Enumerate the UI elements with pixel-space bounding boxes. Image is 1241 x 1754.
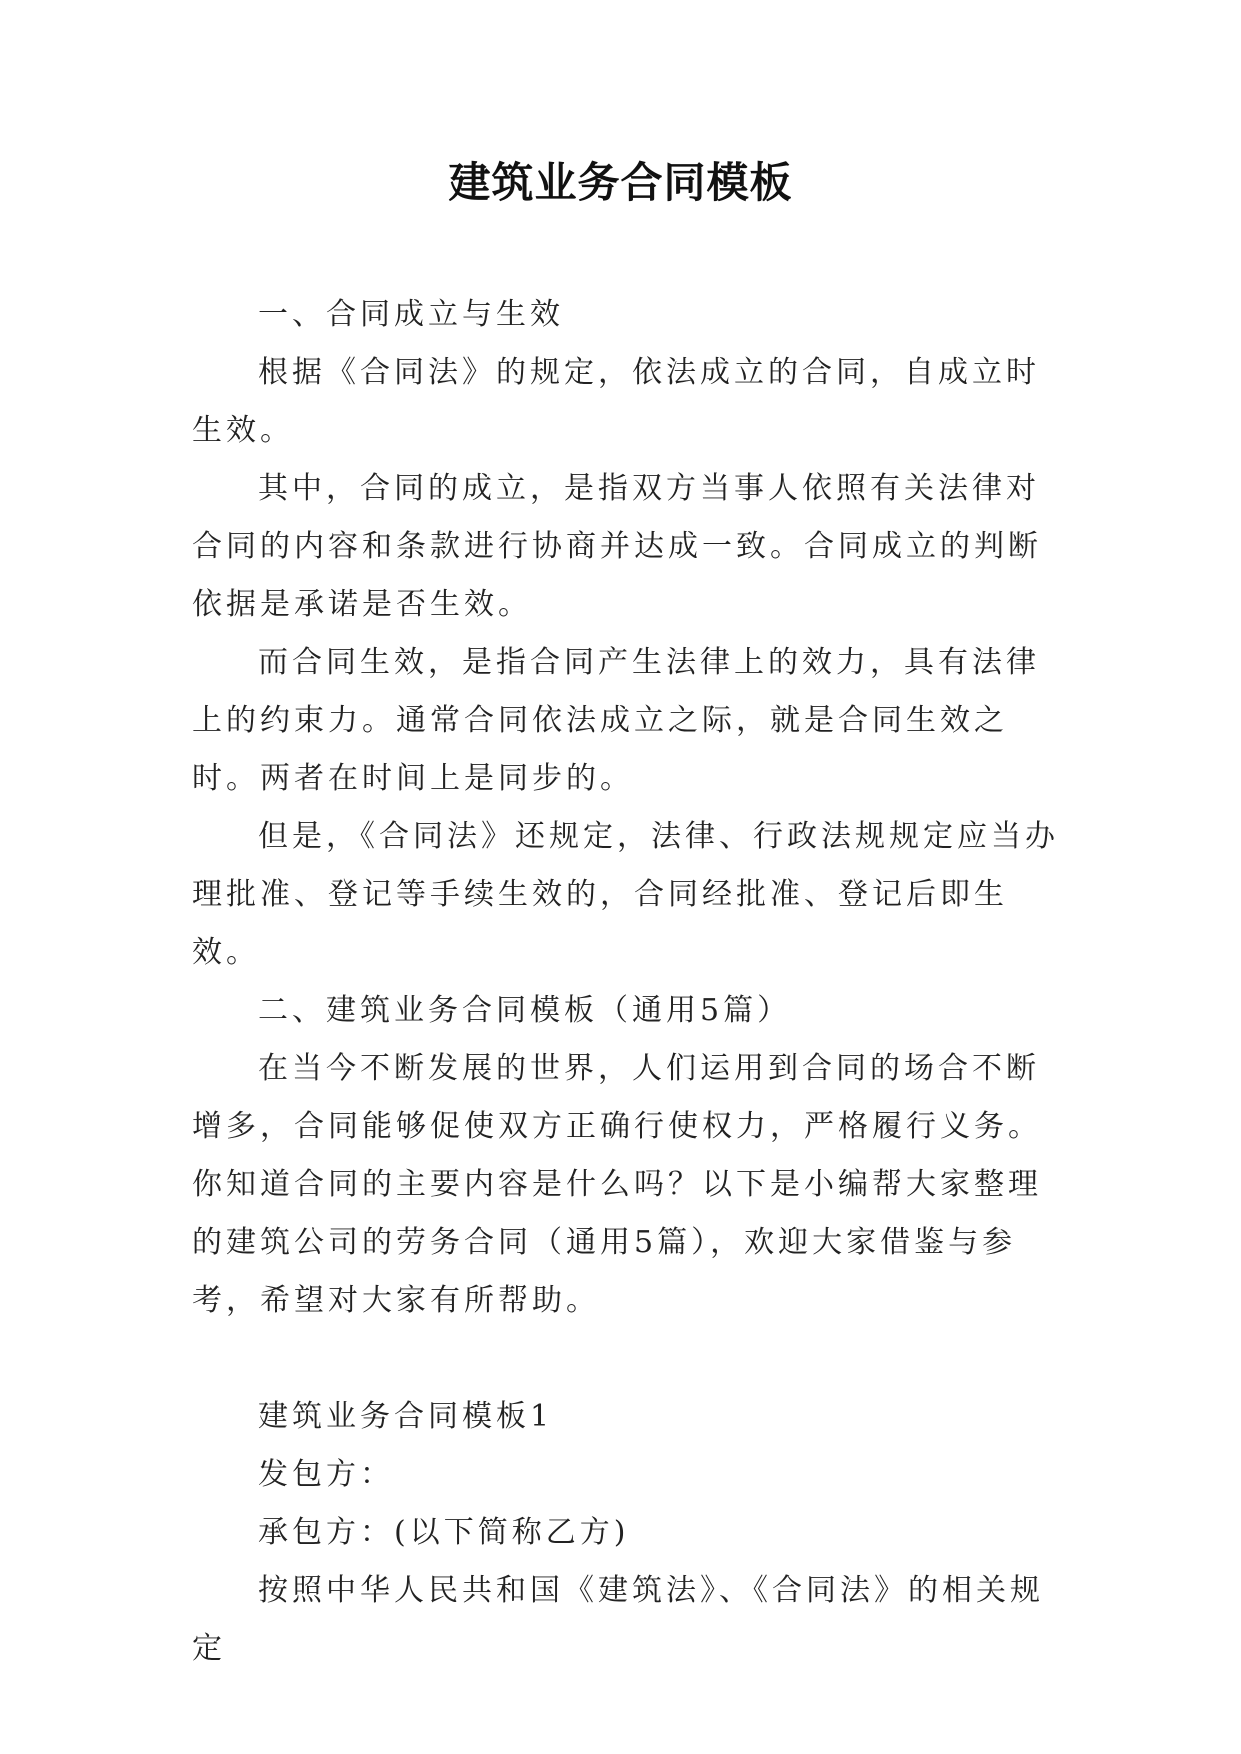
paragraph: 按照中华人民共和国《建筑法》、《合同法》的相关规定 xyxy=(192,1573,1044,1666)
paragraph: 但是，《合同法》还规定，法律、行政法规规定应当办理批准、登记等手续生效的，合同经批准、登记后即生效。 xyxy=(192,819,1059,970)
section-heading-2: 二、建筑业务合同模板（通用5篇） xyxy=(258,993,792,1028)
party-b-line: 承包方：(以下简称乙方) xyxy=(258,1515,630,1550)
document-body xyxy=(192,286,1062,1678)
party-a-line: 发包方： xyxy=(258,1457,394,1492)
paragraph: 根据《合同法》的规定，依法成立的合同，自成立时生效。 xyxy=(192,355,1040,448)
paragraph: 其中，合同的成立，是指双方当事人依照有关法律对合同的内容和条款进行协商并达成一致。合同成立的判断依据是承诺是否生效。 xyxy=(192,471,1042,622)
blank-line xyxy=(192,1330,1062,1388)
paragraph: 在当今不断发展的世界，人们运用到合同的场合不断增多，合同能够促使双方正确行使权力，严格履行义务。你知道合同的主要内容是什么吗？以下是小编帮大家整理的建筑公司的劳务合同（通用5篇），欢迎大家借鉴与参考，希望对大家有所帮助。 xyxy=(192,1051,1042,1318)
section-heading-1: 一、合同成立与生效 xyxy=(258,297,564,332)
template-heading: 建筑业务合同模板1 xyxy=(258,1399,554,1434)
document-title: 建筑业务合同模板 xyxy=(448,158,793,207)
paragraph: 而合同生效，是指合同产生法律上的效力，具有法律上的约束力。通常合同依法成立之际，就是合同生效之时。两者在时间上是同步的。 xyxy=(192,645,1040,796)
